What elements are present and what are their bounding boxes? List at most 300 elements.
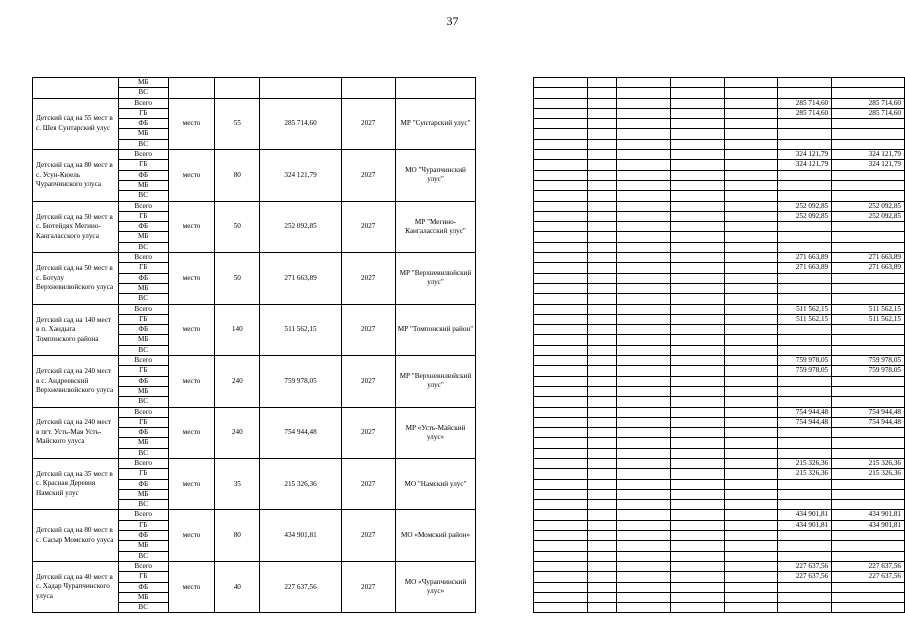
subrow-label: ГБ — [118, 572, 168, 582]
empty-cell — [724, 150, 778, 160]
amount-cell — [778, 283, 832, 293]
item-name: Детский сад на 240 мест в пгт. Усть-Мая Усть-Майского улуса — [33, 407, 119, 458]
amount-cell: 434 901,81 — [832, 520, 905, 530]
empty-cell — [671, 263, 725, 273]
empty-cell — [724, 356, 778, 366]
empty-cell — [476, 314, 534, 324]
empty-cell — [724, 407, 778, 417]
organization-cell: МР "Сунтарский улус" — [395, 98, 476, 149]
empty-cell — [617, 438, 671, 448]
empty-cell — [617, 448, 671, 458]
empty-cell — [476, 78, 534, 88]
subrow-label: МБ — [118, 129, 168, 139]
empty-cell — [476, 376, 534, 386]
amount-cell: 759 978,05 — [778, 366, 832, 376]
subrow-label: Всего — [118, 407, 168, 417]
subrow-label: МБ — [118, 592, 168, 602]
empty-cell — [587, 222, 617, 232]
amount-cell: 759 978,05 — [778, 356, 832, 366]
empty-cell — [476, 108, 534, 118]
empty-cell — [724, 582, 778, 592]
amount-cell: 227 637,56 — [832, 572, 905, 582]
empty-cell — [671, 417, 725, 427]
empty-cell — [724, 108, 778, 118]
item-name: Детский сад на 50 мест в с. Бютейдях Мегино-Кангаласского улуса — [33, 201, 119, 252]
cost-cell: 754 944,48 — [260, 407, 342, 458]
empty-cell — [617, 541, 671, 551]
empty-cell — [476, 139, 534, 149]
unit-cell: место — [168, 458, 215, 509]
empty-cell — [671, 108, 725, 118]
empty-cell — [534, 160, 588, 170]
empty-cell — [587, 180, 617, 190]
unit-cell: место — [168, 98, 215, 149]
empty-cell — [671, 283, 725, 293]
subrow-label: ВС — [118, 551, 168, 561]
amount-cell — [778, 376, 832, 386]
empty-cell — [395, 78, 476, 99]
empty-cell — [724, 458, 778, 468]
amount-cell — [778, 397, 832, 407]
empty-cell — [476, 489, 534, 499]
empty-cell — [832, 78, 905, 88]
amount-cell — [778, 273, 832, 283]
table-row — [33, 561, 905, 571]
empty-cell — [215, 78, 260, 99]
amount-cell — [832, 603, 905, 613]
empty-cell — [476, 572, 534, 582]
capacity-cell: 40 — [215, 561, 260, 612]
amount-cell: 759 978,05 — [832, 366, 905, 376]
subrow-label: МБ — [118, 489, 168, 499]
empty-cell — [260, 78, 342, 99]
empty-cell — [587, 78, 617, 88]
empty-cell — [168, 78, 215, 99]
subrow-label: МБ — [118, 541, 168, 551]
empty-cell — [724, 489, 778, 499]
empty-cell — [671, 242, 725, 252]
empty-cell — [587, 88, 617, 98]
empty-cell — [671, 397, 725, 407]
empty-cell — [534, 417, 588, 427]
empty-cell — [671, 376, 725, 386]
year-cell: 2027 — [341, 201, 395, 252]
empty-cell — [534, 88, 588, 98]
empty-cell — [671, 356, 725, 366]
amount-cell: 754 944,48 — [778, 407, 832, 417]
amount-cell: 271 663,89 — [832, 263, 905, 273]
empty-cell — [534, 397, 588, 407]
amount-cell: 252 092,85 — [832, 201, 905, 211]
empty-cell — [534, 211, 588, 221]
empty-cell — [534, 304, 588, 314]
empty-cell — [534, 253, 588, 263]
empty-cell — [534, 520, 588, 530]
empty-cell — [476, 98, 534, 108]
empty-cell — [617, 314, 671, 324]
empty-cell — [617, 78, 671, 88]
year-cell: 2027 — [341, 510, 395, 561]
amount-cell — [778, 500, 832, 510]
subrow-label: ВС — [118, 191, 168, 201]
amount-cell — [832, 283, 905, 293]
empty-cell — [671, 469, 725, 479]
empty-cell — [587, 170, 617, 180]
year-cell: 2027 — [341, 561, 395, 612]
amount-cell — [778, 242, 832, 252]
empty-cell — [671, 500, 725, 510]
amount-cell — [778, 551, 832, 561]
empty-cell — [587, 139, 617, 149]
cost-cell: 271 663,89 — [260, 253, 342, 304]
year-cell: 2027 — [341, 304, 395, 355]
empty-cell — [476, 253, 534, 263]
amount-cell: 227 637,56 — [832, 561, 905, 571]
subrow-label: МБ — [118, 386, 168, 396]
empty-cell — [476, 335, 534, 345]
empty-cell — [476, 150, 534, 160]
organization-cell: МО "Чурапчинский улус" — [395, 150, 476, 201]
empty-cell — [587, 150, 617, 160]
empty-cell — [587, 366, 617, 376]
empty-cell — [534, 222, 588, 232]
empty-cell — [476, 469, 534, 479]
empty-cell — [617, 129, 671, 139]
amount-cell — [778, 448, 832, 458]
cost-cell: 434 901,81 — [260, 510, 342, 561]
subrow-label: ВС — [118, 603, 168, 613]
empty-cell — [587, 541, 617, 551]
empty-cell — [617, 273, 671, 283]
empty-cell — [724, 541, 778, 551]
amount-cell — [832, 335, 905, 345]
empty-cell — [534, 191, 588, 201]
empty-cell — [476, 458, 534, 468]
empty-cell — [476, 397, 534, 407]
empty-cell — [476, 242, 534, 252]
empty-cell — [476, 88, 534, 98]
empty-cell — [476, 211, 534, 221]
empty-cell — [617, 531, 671, 541]
item-name: Детский сад на 140 мест в п. Хандыга Томпонского района — [33, 304, 119, 355]
empty-cell — [587, 551, 617, 561]
empty-cell — [724, 500, 778, 510]
amount-cell — [778, 180, 832, 190]
empty-cell — [476, 531, 534, 541]
subrow-label: ГБ — [118, 211, 168, 221]
table-row — [33, 201, 905, 211]
amount-cell — [832, 180, 905, 190]
amount-cell — [778, 139, 832, 149]
empty-cell — [617, 561, 671, 571]
empty-cell — [476, 345, 534, 355]
empty-cell — [617, 150, 671, 160]
subrow-label: ВС — [118, 242, 168, 252]
empty-cell — [724, 273, 778, 283]
cost-cell: 324 121,79 — [260, 150, 342, 201]
empty-cell — [724, 335, 778, 345]
capacity-cell: 80 — [215, 150, 260, 201]
amount-cell — [778, 428, 832, 438]
empty-cell — [476, 551, 534, 561]
empty-cell — [671, 335, 725, 345]
empty-cell — [587, 469, 617, 479]
empty-cell — [476, 273, 534, 283]
empty-cell — [476, 438, 534, 448]
organization-cell: МР "Томпонский район" — [395, 304, 476, 355]
amount-cell — [778, 592, 832, 602]
empty-cell — [671, 191, 725, 201]
empty-cell — [724, 283, 778, 293]
empty-cell — [587, 304, 617, 314]
empty-cell — [724, 294, 778, 304]
empty-cell — [534, 366, 588, 376]
amount-cell — [832, 551, 905, 561]
empty-cell — [724, 417, 778, 427]
cost-cell: 759 978,05 — [260, 356, 342, 407]
empty-cell — [534, 201, 588, 211]
empty-cell — [476, 561, 534, 571]
empty-cell — [724, 211, 778, 221]
empty-cell — [617, 520, 671, 530]
empty-cell — [617, 304, 671, 314]
year-cell: 2027 — [341, 253, 395, 304]
empty-cell — [476, 592, 534, 602]
empty-cell — [476, 510, 534, 520]
empty-cell — [671, 78, 725, 88]
empty-cell — [587, 335, 617, 345]
amount-cell — [832, 129, 905, 139]
empty-cell — [671, 438, 725, 448]
subrow-label: ВС — [118, 139, 168, 149]
empty-cell — [617, 119, 671, 129]
empty-cell — [587, 376, 617, 386]
empty-cell — [587, 489, 617, 499]
empty-cell — [534, 603, 588, 613]
empty-cell — [476, 263, 534, 273]
empty-cell — [671, 129, 725, 139]
year-cell: 2027 — [341, 356, 395, 407]
subrow-label: Всего — [118, 304, 168, 314]
empty-cell — [724, 180, 778, 190]
subrow-label: ФБ — [118, 170, 168, 180]
subrow-label: ВС — [118, 294, 168, 304]
subrow-label: ФБ — [118, 376, 168, 386]
amount-cell: 215 326,36 — [832, 469, 905, 479]
subrow-label: ГБ — [118, 108, 168, 118]
empty-cell — [587, 232, 617, 242]
empty-cell — [671, 211, 725, 221]
amount-cell: 215 326,36 — [778, 469, 832, 479]
cost-cell: 285 714,60 — [260, 98, 342, 149]
amount-cell — [832, 448, 905, 458]
amount-cell — [832, 489, 905, 499]
empty-cell — [587, 119, 617, 129]
item-name: Детский сад на 50 мест в с. Ботулу Верхневилюйского улуса — [33, 253, 119, 304]
empty-cell — [534, 273, 588, 283]
financing-table — [32, 77, 905, 613]
table-row — [33, 98, 905, 108]
empty-cell — [724, 119, 778, 129]
year-cell: 2027 — [341, 98, 395, 149]
empty-cell — [587, 253, 617, 263]
empty-cell — [724, 448, 778, 458]
empty-cell — [476, 304, 534, 314]
empty-cell — [671, 541, 725, 551]
amount-cell — [832, 376, 905, 386]
subrow-label: ФБ — [118, 582, 168, 592]
empty-cell — [617, 98, 671, 108]
empty-cell — [617, 139, 671, 149]
empty-cell — [671, 407, 725, 417]
empty-cell — [534, 263, 588, 273]
subrow-label: Всего — [118, 98, 168, 108]
empty-cell — [534, 500, 588, 510]
empty-cell — [476, 191, 534, 201]
amount-cell — [832, 531, 905, 541]
amount-cell — [832, 242, 905, 252]
empty-cell — [617, 500, 671, 510]
cost-cell: 227 637,56 — [260, 561, 342, 612]
amount-cell: 434 901,81 — [832, 510, 905, 520]
empty-cell — [587, 129, 617, 139]
empty-cell — [671, 582, 725, 592]
cost-cell: 511 562,15 — [260, 304, 342, 355]
empty-cell — [671, 88, 725, 98]
amount-cell: 227 637,56 — [778, 572, 832, 582]
empty-cell — [476, 417, 534, 427]
item-name: Детский сад на 55 мест в с. Шея Сунтарский улус — [33, 98, 119, 149]
amount-cell — [778, 438, 832, 448]
empty-cell — [534, 531, 588, 541]
amount-cell — [832, 479, 905, 489]
capacity-cell: 240 — [215, 356, 260, 407]
empty-cell — [534, 448, 588, 458]
subrow-label: ГБ — [118, 314, 168, 324]
empty-cell — [617, 222, 671, 232]
subrow-label: ФБ — [118, 119, 168, 129]
empty-cell — [587, 510, 617, 520]
empty-cell — [587, 191, 617, 201]
amount-cell — [778, 489, 832, 499]
empty-cell — [341, 78, 395, 99]
empty-cell — [778, 78, 832, 88]
empty-cell — [476, 603, 534, 613]
empty-cell — [476, 129, 534, 139]
empty-cell — [724, 428, 778, 438]
subrow-label: ВС — [118, 345, 168, 355]
table-row — [33, 356, 905, 366]
subrow-label: МБ — [118, 78, 168, 88]
unit-cell: место — [168, 150, 215, 201]
empty-cell — [671, 314, 725, 324]
empty-cell — [476, 283, 534, 293]
empty-cell — [617, 366, 671, 376]
empty-cell — [617, 345, 671, 355]
empty-cell — [671, 201, 725, 211]
page-number: 37 — [446, 14, 459, 28]
empty-cell — [671, 294, 725, 304]
empty-cell — [724, 561, 778, 571]
empty-cell — [671, 273, 725, 283]
empty-cell — [476, 325, 534, 335]
empty-cell — [587, 98, 617, 108]
empty-cell — [476, 294, 534, 304]
empty-cell — [617, 582, 671, 592]
subrow-label: МБ — [118, 232, 168, 242]
empty-cell — [671, 458, 725, 468]
amount-cell: 511 562,15 — [778, 314, 832, 324]
subrow-label: ФБ — [118, 273, 168, 283]
empty-cell — [724, 129, 778, 139]
empty-cell — [587, 458, 617, 468]
organization-cell: МР "Верхневилюйский улус" — [395, 356, 476, 407]
empty-cell — [534, 572, 588, 582]
unit-cell: место — [168, 253, 215, 304]
empty-cell — [724, 242, 778, 252]
item-name-cell — [33, 78, 119, 99]
item-name: Детский сад на 40 мест в с. Хадар Чурапчинского улуса — [33, 561, 119, 612]
empty-cell — [476, 541, 534, 551]
empty-cell — [476, 170, 534, 180]
subrow-label: ГБ — [118, 417, 168, 427]
empty-cell — [724, 603, 778, 613]
empty-cell — [534, 150, 588, 160]
subrow-label: Всего — [118, 150, 168, 160]
table-row — [33, 407, 905, 417]
subrow-label: ГБ — [118, 366, 168, 376]
empty-cell — [724, 397, 778, 407]
organization-cell: МР «Усть-Майский улус» — [395, 407, 476, 458]
amount-cell — [832, 325, 905, 335]
empty-cell — [476, 180, 534, 190]
unit-cell: место — [168, 201, 215, 252]
subrow-label: МБ — [118, 335, 168, 345]
unit-cell: место — [168, 407, 215, 458]
year-cell: 2027 — [341, 407, 395, 458]
subrow-label: ФБ — [118, 531, 168, 541]
empty-cell — [617, 592, 671, 602]
subrow-label: Всего — [118, 201, 168, 211]
empty-cell — [617, 170, 671, 180]
empty-cell — [671, 253, 725, 263]
empty-cell — [587, 263, 617, 273]
empty-cell — [534, 314, 588, 324]
empty-cell — [671, 572, 725, 582]
amount-cell: 271 663,89 — [778, 253, 832, 263]
empty-cell — [534, 582, 588, 592]
subrow-label: ВС — [118, 88, 168, 98]
amount-cell: 434 901,81 — [778, 520, 832, 530]
empty-cell — [476, 407, 534, 417]
subrow-label: Всего — [118, 356, 168, 366]
unit-cell: место — [168, 304, 215, 355]
subrow-label: ФБ — [118, 325, 168, 335]
amount-cell — [832, 191, 905, 201]
empty-cell — [587, 479, 617, 489]
capacity-cell: 55 — [215, 98, 260, 149]
empty-cell — [476, 356, 534, 366]
amount-cell — [778, 582, 832, 592]
empty-cell — [587, 603, 617, 613]
empty-cell — [832, 88, 905, 98]
empty-cell — [617, 253, 671, 263]
table-row — [33, 458, 905, 468]
empty-cell — [534, 78, 588, 88]
amount-cell — [778, 531, 832, 541]
amount-cell: 324 121,79 — [778, 160, 832, 170]
empty-cell — [617, 386, 671, 396]
